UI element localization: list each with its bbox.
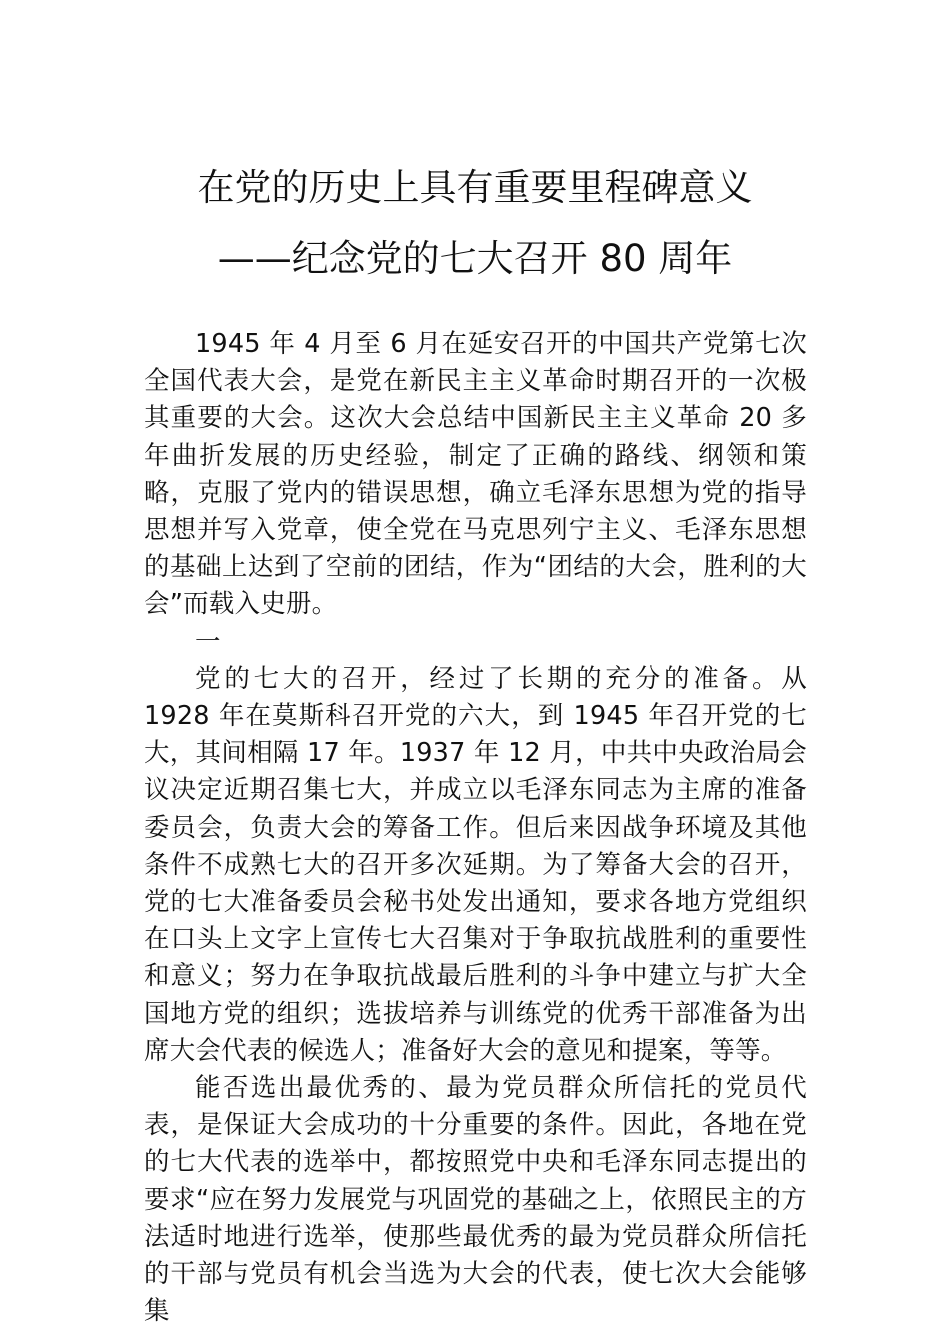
paragraph-election: 能否选出最优秀的、最为党员群众所信托的党员代表，是保证大会成功的十分重要的条件。因此，各地在党的七大代表的选举中，都按照党中央和毛泽东同志提出的要求“应在努力发展党与巩固党的基础之上，依照民主的方法适时地进行选举，使那些最优秀的最为党员群众所信托的干部与党员有机会当选为大会的代表，使七次大会能够集 xyxy=(144,1073,807,1327)
document-subtitle: ——纪念党的七大召开 80 周年 xyxy=(217,237,733,280)
section-number: 一 xyxy=(195,626,221,657)
paragraph-intro: 1945 年 4 月至 6 月在延安召开的中国共产党第七次全国代表大会，是党在新民主主义革命时期召开的一次极其重要的大会。这次大会总结中国新民主主义革命 20 多年曲折发展的历史经验，制定了正确的路线、纲领和策略，克服了党内的错误思想，确立毛泽东思想为党的指导思想并写入党章，使全党在马克思列宁主义、毛泽东思想的基础上达到了空前的团结，作为“团结的大会，胜利的大会”而载入史册。 xyxy=(144,329,807,620)
document-body xyxy=(144,326,807,1330)
paragraph-preparation: 党的七大的召开，经过了长期的充分的准备。从 1928 年在莫斯科召开党的六大，到 1945 年召开党的七大，其间相隔 17 年。1937 年 12 月，中共中央政治局会议决定近期召集七大，并成立以毛泽东同志为主席的准备委员会，负责大会的筹备工作。但后来因战争环境及其他条件不成熟七大的召开多次延期。为了筹备大会的召开，党的七大准备委员会秘书处发出通知，要求各地方党组织在口头上文字上宣传七大召集对于争取抗战胜利的重要性和意义；努力在争取抗战最后胜利的斗争中建立与扩大全国地方党的组织；选拔培养与训练党的优秀干部准备为出席大会代表的候选人；准备好大会的意见和提案，等等。 xyxy=(144,663,807,1066)
document-title: 在党的历史上具有重要里程碑意义 xyxy=(197,166,753,209)
